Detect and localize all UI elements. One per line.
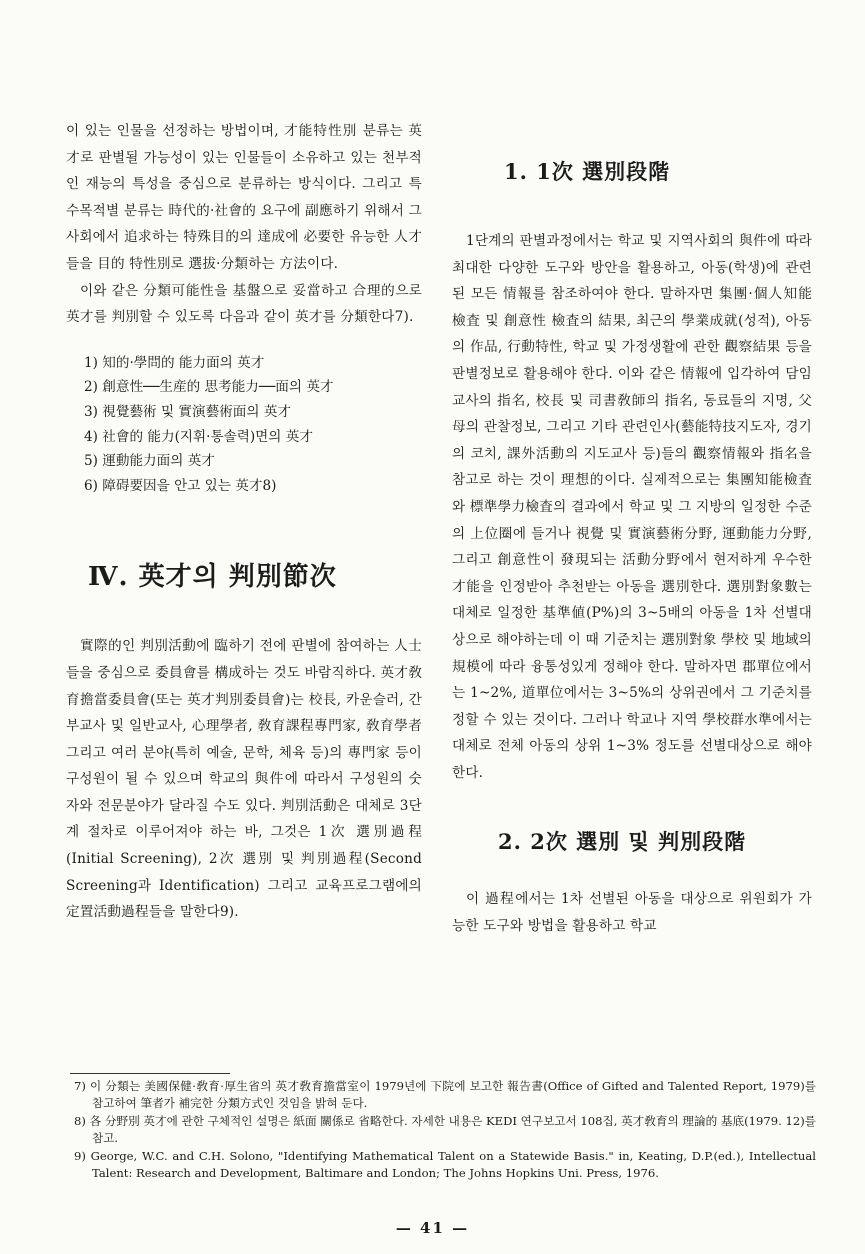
footnotes bbox=[74, 1078, 816, 1182]
left-column bbox=[66, 118, 422, 926]
list-item: 1) 知的·學問的 能力面의 英才 bbox=[84, 354, 265, 371]
intro-paragraph: 이 있는 인물을 선정하는 방법이며, 才能特性別 분류는 英才로 판별될 가능성이 있는 인물들이 소유하고 있는 천부적인 재능의 특성을 중심으로 분류하는 방식이다. 그리고 특수목적별 분류는 時代的·社會的 요구에 副應하기 위해서 그 사회에서 追求하는 特殊目的의 達成에 必要한 유능한 人才들을 目的 特性別로 選拔·分類하는 方法이다. bbox=[66, 123, 422, 272]
footnote-9: 9) George, W.C. and C.H. Solono, "Identifying Mathematical Talent on a Statewide Basis." in, Keating, D.P.(ed.), Intellectual Talent: Research and Development, Baltimare and London; The Johns Hopkins Uni. Press, 1976. bbox=[74, 1148, 816, 1181]
footnote-divider bbox=[70, 1073, 230, 1074]
gifted-type-list bbox=[66, 351, 422, 499]
classification-paragraph: 이와 같은 分類可能性을 基盤으로 妥當하고 合理的으로 英才를 判別할 수 있도록 다음과 같이 英才를 分類한다7). bbox=[66, 282, 422, 326]
right-column bbox=[452, 118, 812, 940]
footnote-8: 8) 各 分野別 英才에 관한 구체적인 설명은 紙面 關係로 省略한다. 자세한 내용은 KEDI 연구보고서 108집, 英才敎育의 理論的 基底(1979. 12)를 참고. bbox=[74, 1113, 816, 1146]
subsection-heading-1: 1. 1次 選別段階 bbox=[504, 159, 671, 184]
footnote-7: 7) 이 分類는 美國保健·敎育·厚生省의 英才敎育擔當室이 1979년에 下院에 보고한 報告書(Office of Gifted and Talented Report, 1979)를 참고하여 筆者가 補完한 分類方式인 것임을 밝혀 둔다. bbox=[74, 1079, 816, 1111]
page-number: — 41 — bbox=[395, 1219, 470, 1237]
list-item: 5) 運動能力面의 英才 bbox=[84, 453, 215, 470]
list-item: 6) 障碍要因을 안고 있는 英才8) bbox=[84, 477, 277, 494]
list-item: 2) 創意性──生産的 思考能力──面의 英才 bbox=[84, 379, 334, 396]
list-item: 3) 視覺藝術 및 實演藝術面의 英才 bbox=[84, 403, 292, 420]
subsection-2-paragraph: 이 過程에서는 1차 선별된 아동을 대상으로 위원회가 가능한 도구와 방법을 활용하고 학교 bbox=[452, 891, 812, 935]
list-item: 4) 社會的 能力(지휘·통솔력)면의 英才 bbox=[84, 428, 313, 445]
section-heading: Ⅳ. 英才의 判別節次 bbox=[88, 562, 337, 593]
section-paragraph: 實際的인 判別活動에 臨하기 전에 판별에 참여하는 人士들을 중심으로 委員會를 構成하는 것도 바람직하다. 英才敎育擔當委員會(또는 英才判別委員會)는 校長, 카운슬러, 간부교사 및 일반교사, 心理學者, 敎育課程專門家, 敎育學者 그리고 여러 분야(특히 예술, 문학, 체육 등)의 專門家 등이 구성원이 될 수 있으며 학교의 與件에 따라서 구성원의 숫자와 전문분야가 달라질 수도 있다. 判別活動은 대체로 3단계 절차로 이루어져야 하는 바, 그것은 1次 選別過程(Initial Screening), 2次 選別 및 判別過程(Second Screening과 Identification) 그리고 교육프로그램에의 定置活動過程들을 말한다9). bbox=[66, 638, 422, 921]
subsection-heading-2: 2. 2次 選別 및 判別段階 bbox=[498, 829, 747, 855]
subsection-1-paragraph: 1단계의 판별과정에서는 학교 및 지역사회의 與件에 따라 최대한 다양한 도구와 방안을 활용하고, 아동(학생)에 관련된 모든 情報를 참조하여야 한다. 말하자면 集團·個人知能檢査 및 創意性 檢査의 結果, 최근의 學業成就(성적), 아동의 作品, 行動特性, 학교 및 가정생활에 관한 觀察結果 등을 판별정보로 활용해야 한다. 이와 같은 情報에 입각하여 담임교사의 指名, 校長 및 司書敎師의 指名, 동료들의 지명, 父母의 관찰정보, 그리고 기타 관련인사(藝能特技지도자, 경기의 코치, 課外活動의 지도교사 등)들의 觀察情報와 指名을 참고로 하는 것이 理想的이다. 실제적으로는 集團知能檢査와 標準學力檢査의 결과에서 학교 및 그 지방의 일정한 수준의 上位圈에 들거나 視覺 및 實演藝術分野, 運動能力分野, 그리고 創意性이 發現되는 活動分野에서 현저하게 우수한 才能을 인정받아 추천받는 아동을 選別한다. 選別對象數는 대체로 일정한 基準値(P%)의 3~5배의 아동을 1차 선별대상으로 해야하는데 이 때 기준치는 選別對象 學校 및 地域의 規模에 따라 융통성있게 정해야 한다. 말하자면 郡單位에서는 1~2%, 道單位에서는 3~5%의 상위권에서 그 기준치를 정할 수 있는 것이다. 그러나 학교나 지역 學校群水準에서는 대체로 전체 아동의 상위 1~3% 정도를 선별대상으로 해야 한다. bbox=[452, 233, 812, 781]
